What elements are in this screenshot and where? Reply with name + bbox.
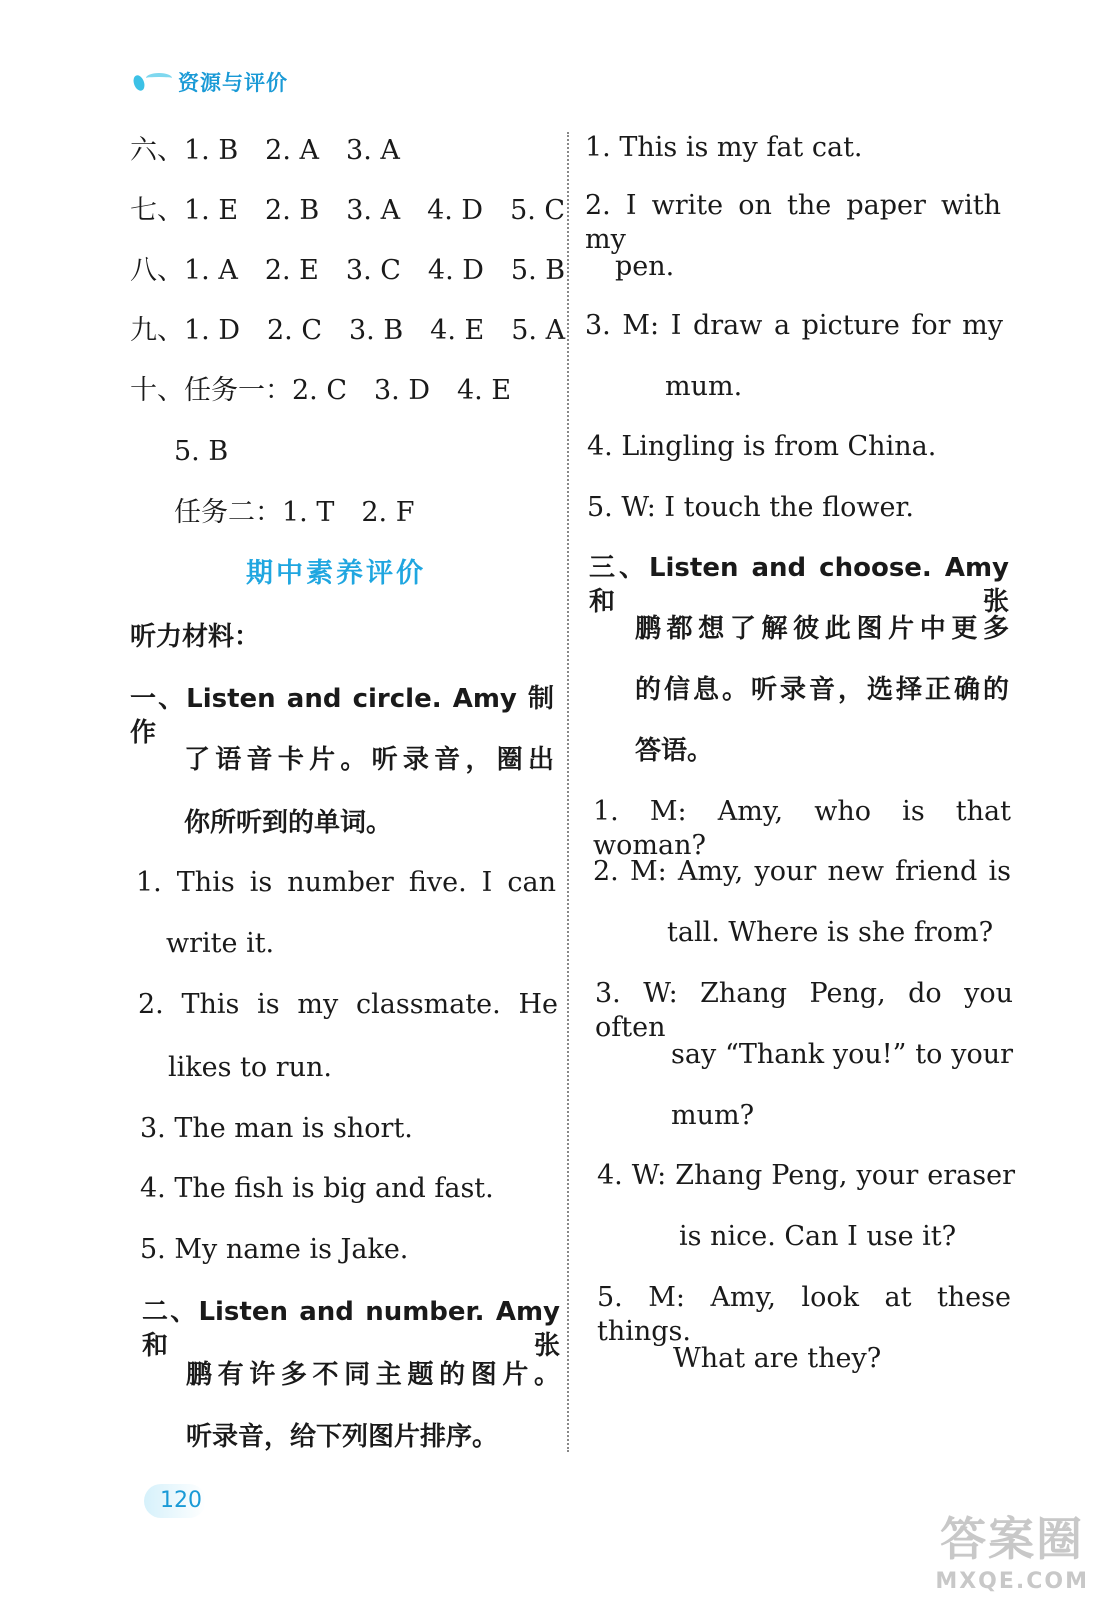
part2-heading-line3: 听录音，给下列图片排序。 [186,1422,499,1452]
part1-item-4: 4. The fish is big and fast. [140,1173,494,1204]
part1-heading-line2: 了语音卡片。听录音，圈出 [184,745,554,775]
part2-item-1: 1. This is my fat cat. [585,132,863,163]
answer-row-9: 九、1. D 2. C 3. B 4. E 5. A [130,315,566,346]
part2-item-5: 5. W: I touch the flower. [587,492,914,523]
part1-item-3: 3. The man is short. [140,1113,413,1144]
part2-heading-line1: 二、Listen and number. Amy 和张 [142,1297,560,1361]
part2-item-3-cont: mum. [665,371,743,402]
part3-item-1: 1. M: Amy, who is that woman? [593,796,1011,861]
header-title: 资源与评价 [178,71,288,95]
section-title: 期中素养评价 [246,558,426,589]
part3-item-5-cont: What are they? [673,1343,882,1374]
part3-item-3: 3. W: Zhang Peng, do you often [595,978,1013,1043]
part3-heading-line2: 鹏都想了解彼此图片中更多 [635,614,1009,644]
part1-heading-line1: 一、Listen and circle. Amy 制作 [130,684,554,748]
watermark-url: MXQE.COM [935,1569,1089,1594]
part1-item-2: 2. This is my classmate. He [138,989,558,1020]
answer-row-7: 七、1. E 2. B 3. A 4. D 5. C [130,195,566,226]
part2-item-3: 3. M: I draw a picture for my [585,310,1003,341]
part3-heading-line4: 答语。 [635,736,714,766]
part3-item-4-cont: is nice. Can I use it? [679,1221,957,1252]
part1-heading-line3: 你所听到的单词。 [184,808,393,838]
answer-row-10-cont: 5. B [174,436,229,467]
page-number: 120 [160,1488,202,1513]
header-logo-icon [132,69,176,95]
answer-row-8: 八、1. A 2. E 3. C 4. D 5. B [130,255,566,286]
part3-heading-line3: 的信息。听录音，选择正确的 [635,675,1009,705]
answer-row-6: 六、1. B 2. A 3. A [130,135,400,166]
watermark [935,1503,1089,1594]
part3-heading-line1: 三、Listen and choose. Amy 和张 [589,553,1009,617]
part3-item-3-cont: say “Thank you!” to your [671,1039,1013,1070]
watermark-logo-text: 答案圈 [940,1512,1085,1566]
part3-item-2: 2. M: Amy, your new friend is [593,856,1011,887]
part1-item-2-cont: likes to run. [168,1052,333,1083]
answer-row-10-task2: 任务二：1. T 2. F [174,497,415,528]
part2-item-2-cont: pen. [615,251,675,282]
part2-heading-line2: 鹏有许多不同主题的图片。 [186,1360,560,1390]
part3-item-4: 4. W: Zhang Peng, your eraser [597,1160,1015,1191]
part1-item-1-cont: write it. [166,928,275,959]
part2-item-4: 4. Lingling is from China. [587,431,937,462]
part3-item-5: 5. M: Amy, look at these things. [597,1282,1011,1347]
listening-label: 听力材料： [130,622,261,652]
page-header [132,62,288,102]
column-divider [567,132,569,1452]
part2-item-2: 2. I write on the paper with my [585,190,1001,255]
part1-item-1: 1. This is number five. I can [136,867,556,898]
part3-item-3-cont2: mum? [671,1100,755,1131]
answer-row-10: 十、任务一：2. C 3. D 4. E [130,375,512,406]
part1-item-5: 5. My name is Jake. [140,1234,409,1265]
part3-item-2-cont: tall. Where is she from? [667,917,994,948]
